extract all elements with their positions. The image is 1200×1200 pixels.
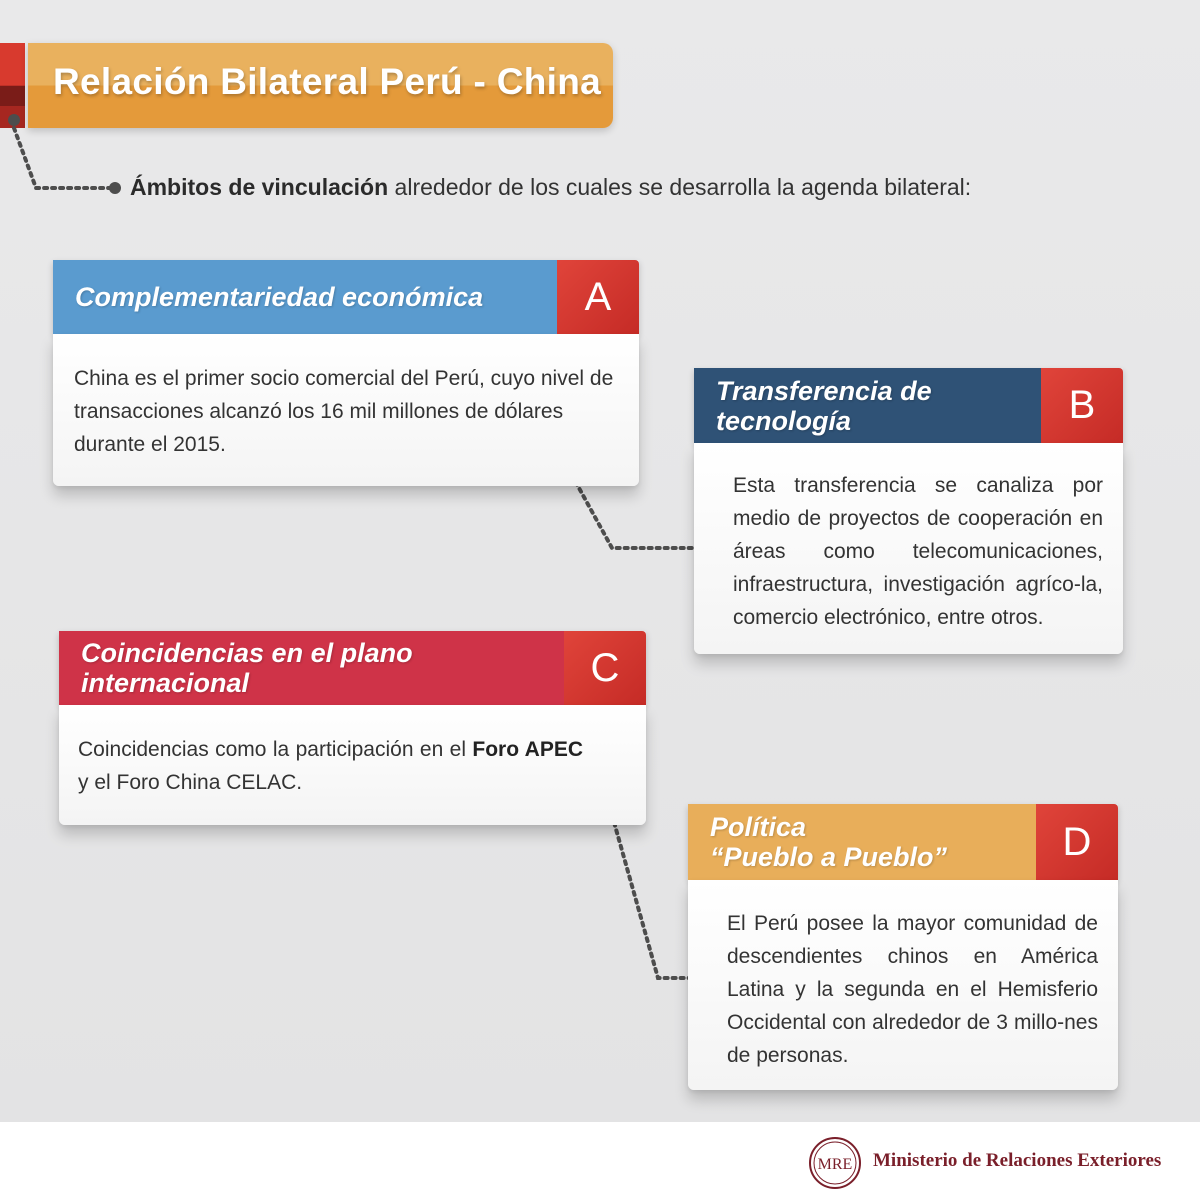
card-body-bold: Foro APEC: [472, 738, 584, 761]
card-body: El Perú posee la mayor comunidad de descendientes chinos en América Latina y la segunda en el Hemisferio Occidental con alrededor de 3 millo-nes de personas.: [688, 880, 1118, 1090]
card-letter: B: [1041, 368, 1123, 443]
card-letter: C: [564, 631, 646, 705]
card-body-pre: Coincidencias como la participación en el: [78, 738, 473, 761]
card-body: China es el primer socio comercial del Perú, cuyo nivel de transacciones alcanzó los 16 mil millones de dólares durante el 2015.: [53, 334, 639, 486]
card-title-line1: Transferencia de: [716, 375, 932, 406]
card-header: [53, 260, 639, 334]
page-title: Relación Bilateral Perú - China: [53, 61, 602, 102]
connector-dot: [109, 182, 121, 194]
card-body: [59, 705, 646, 825]
seal-text: MRE: [817, 1156, 853, 1173]
connector-dot: [8, 114, 20, 126]
connector-intro: [14, 128, 112, 188]
card-title: [688, 804, 1036, 880]
mre-seal-logo: [808, 1136, 862, 1190]
card-header: [694, 368, 1123, 443]
card-title-line1: Política: [710, 812, 807, 842]
intro-text: [130, 174, 971, 201]
card-body: Esta transferencia se canaliza por medio de proyectos de cooperación en áreas como telecomunicaciones, infraestructura, investigación agríco-la, comercio electrónico, entre otros.: [694, 443, 1123, 654]
card-title: Coincidencias en el plano internacional: [59, 631, 564, 705]
intro-rest: alrededor de los cuales se desarrolla la agenda bilateral:: [388, 174, 972, 200]
card-title-line2: tecnología: [716, 405, 852, 436]
card-letter: A: [557, 260, 639, 334]
intro-bold: Ámbitos de vinculación: [130, 174, 389, 200]
card-title-line2: “Pueblo a Pueblo”: [710, 842, 948, 872]
card-header: [59, 631, 646, 705]
card-title: [694, 368, 1041, 443]
card-body-post: y el Foro China CELAC.: [78, 771, 303, 794]
ministry-name: Ministerio de Relaciones Exteriores: [873, 1150, 1162, 1171]
card-header: [688, 804, 1118, 880]
card-title: Complementariedad económica: [53, 260, 557, 334]
card-letter: D: [1036, 804, 1118, 880]
